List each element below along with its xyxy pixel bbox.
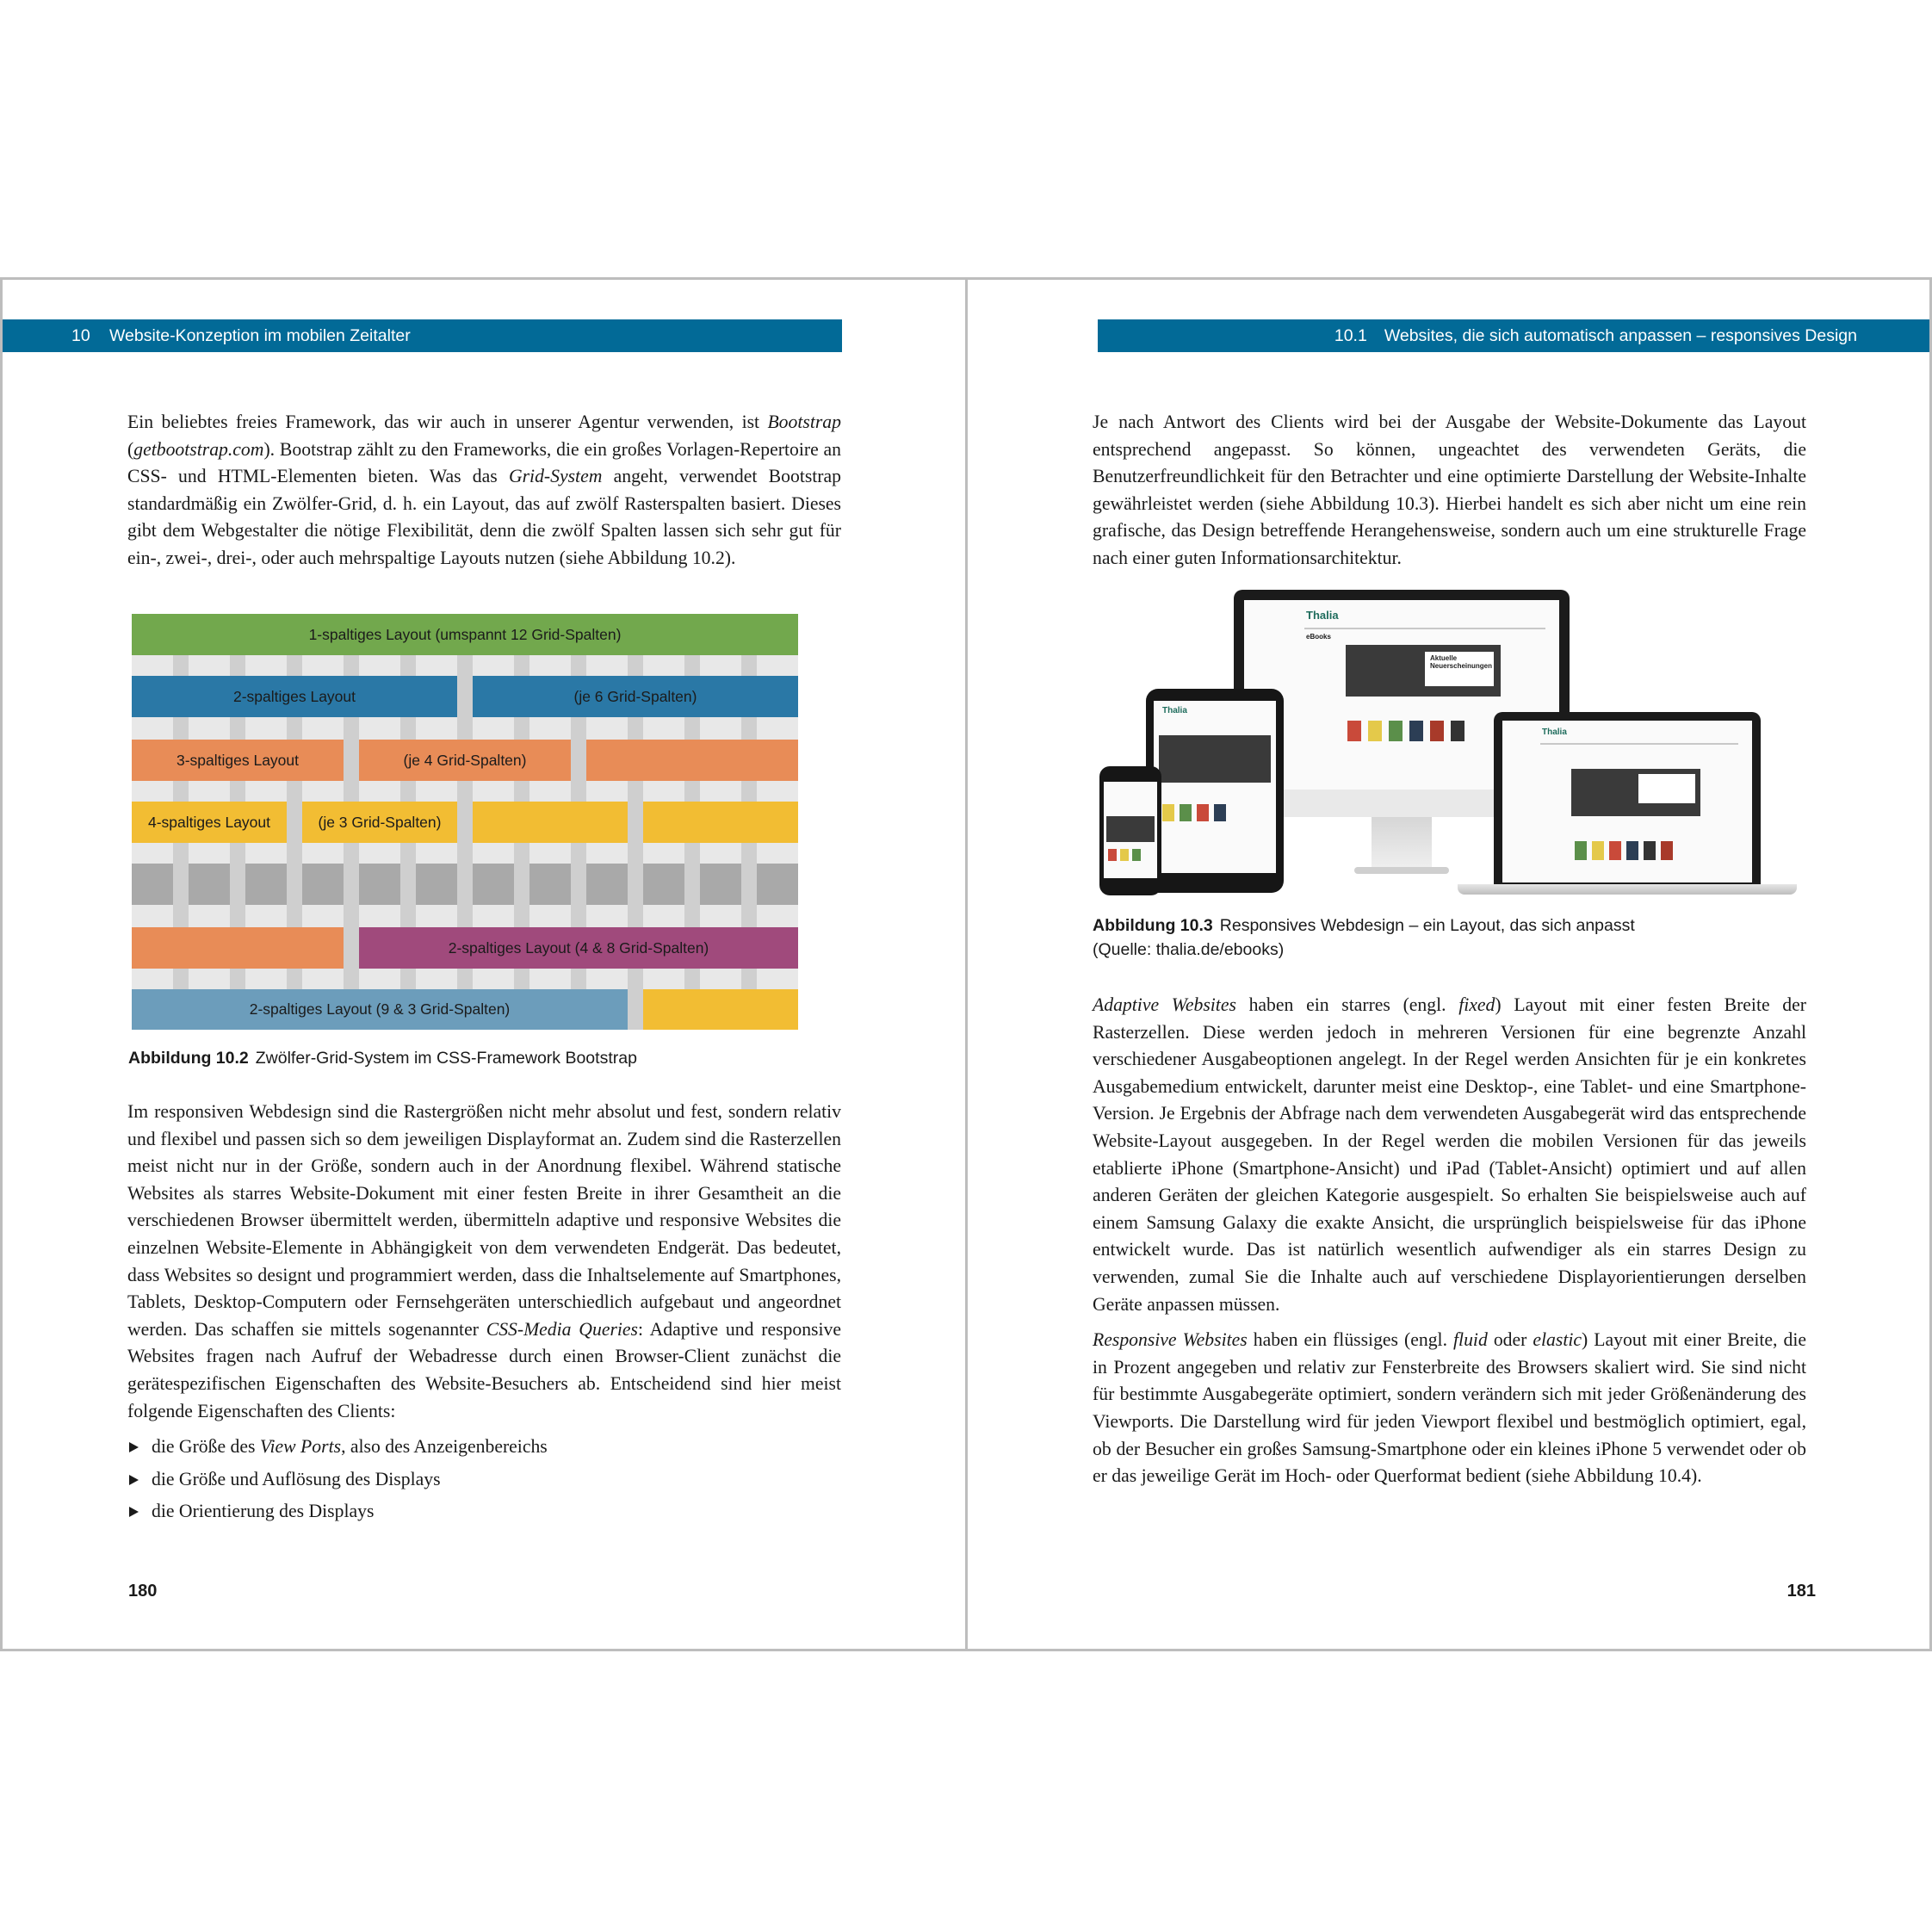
grid-system-figure xyxy=(132,614,798,1030)
screen-section-title: eBooks xyxy=(1306,633,1331,641)
figure-caption-text: Zwölfer-Grid-System im CSS-Framework Bootstrap xyxy=(255,1049,637,1068)
phone-screen xyxy=(1104,782,1157,878)
chapter-title: Website-Konzeption im mobilen Zeitalter xyxy=(109,326,411,345)
monitor-stand xyxy=(1372,817,1432,870)
smartphone-device xyxy=(1099,766,1161,895)
grid-layout-band xyxy=(643,802,798,843)
bullet-triangle-icon xyxy=(129,1442,139,1452)
section-title: Websites, die sich automatisch anpassen – responsives Design xyxy=(1384,326,1857,345)
body-paragraph-left: Im responsiven Webdesign sind die Rastergrößen nicht mehr absolut und fest, sondern relativ und flexibel und passen sich so dem jeweiligen Displayformat an. Zudem sind die Rasterzellen meist nicht nur in der Größe, sondern auch in der Anordnung flexibel. Während statische Websites als starres Website-Dokument mit einer festen Breite in ihrer Gesamtheit an die verschiedenen Browser übermittelt werden, übermitteln adaptive und responsive Websites die einzelnen Website-Elemente in Abhängigkeit von dem verwendeten Endgerät. Das bedeutet, dass Websites so designt und programmiert werden, dass die Inhaltselemente auf Smartphones, Tablets, Desktop-Computern oder Fernsehgeräten unterschiedlich aufgebaut und angeordnet werden. Das schaffen sie mittels sogenannter CSS-Media Queries: Adaptive und responsive Websites fragen nach Aufruf der Webadresse durch einen Browser-Client zunächst die gerätespezifischen Eigenschaften des Website-Besuchers ab. Entscheidend sind hier meist folgende Eigenschaften des Clients: xyxy=(127,1101,841,1421)
paragraph-responsive: Responsive Websites haben ein flüssiges (engl. fluid oder elastic) Layout mit einer Breite, die in Prozent angegeben und relativ zur Fensterbreite des Browsers skaliert wird. Sie sind nicht für bestimmte Ausgabegeräte optimiert, sondern verändern sich mit jeder Größenänderung des Viewports. Die Darstellung wird für jeden Viewport flexibel und bestmöglich optimiert, egal, ob der Besucher ein großes Samsung-Smartphone oder ein kleines iPhone 5 verwendet oder ob er das jeweilige Gerät im Hoch- oder Querformat bedient (siehe Abbildung 10.4). xyxy=(1093,1329,1807,1487)
hero-text: Aktuelle Neuerscheinungen xyxy=(1430,654,1493,670)
paragraph-adaptive: Adaptive Websites haben ein starres (engl. fixed) Layout mit einer festen Breite der Rasterzellen. Diese werden jedoch in mehreren Versionen für eine begrenzte Anzahl verschiedener Ausgabeoptionen angelegt. In der Regel werden Ansichten für je ein konkretes Ausgabemedium entwickelt, darunter meist eine Desktop-, eine Tablet- und eine Smartphone-Version. Je Ergebnis der Abfrage nach dem verwendeten Ausgabegerät wird das entsprechende Website-Layout ausgegeben. In der Regel werden die mobilen Versionen für das jeweils etablierte iPhone (Smartphone-Ansicht) und iPad (Tablet-Ansicht) optimiert und auf allen anderen Geräten der gleichen Kategorie ausgespielt. So erhalten Sie beispielsweise auch auf einem Samsung Galaxy die exakte Ansicht, die ursprünglich beispielsweise für das iPhone entwickelt wurde. Das ist natürlich wesentlich aufwendiger als ein starres Design zu verwenden, zumal Sie die Inhalte auch auf verschiedene Displayorientierungen derselben Geräte anpassen müssen. xyxy=(1093,994,1806,1315)
grid-column-cell xyxy=(529,864,571,905)
laptop-base xyxy=(1458,884,1797,895)
intro-text-right: Je nach Antwort des Clients wird bei der Ausgabe der Website-Dokumente das Layout entsprechend angepasst. So können, ungeachtet des verwendeten Geräts, die Benutzerfreundlichkeit für den Betrachter und eine optimierte Darstellung der Website-Inhalte gewährleistet werden (siehe Abbildung 10.3). Hierbei handelt es sich aber nicht um eine rein grafische, das Design betreffende Herangehensweise, sondern auch um eine strukturelle Frage nach einer guten Informationsarchitektur. xyxy=(1093,412,1806,568)
grid-layout-band: 2-spaltiges Layout xyxy=(132,676,457,717)
laptop-screen: Thalia xyxy=(1502,721,1752,882)
left-page xyxy=(0,277,968,1651)
bullet-triangle-icon xyxy=(129,1507,139,1517)
grid-layout-band: 3-spaltiges Layout xyxy=(132,740,344,781)
list-item: die Größe und Auflösung des Displays xyxy=(127,1466,841,1494)
figure-label: Abbildung 10.2 xyxy=(128,1049,249,1068)
intro-paragraph-right xyxy=(1093,409,1806,573)
page-number-right: 181 xyxy=(1786,1582,1816,1601)
tablet-screen: Thalia xyxy=(1154,701,1276,873)
grid-column-cell xyxy=(757,864,798,905)
grid-column-cell xyxy=(416,864,457,905)
body-text-right xyxy=(1093,992,1806,1490)
grid-column-cell xyxy=(359,864,400,905)
chapter-number: 10 xyxy=(71,326,90,345)
grid-layout-band: (je 3 Grid-Spalten) xyxy=(302,802,457,843)
responsive-devices-figure xyxy=(1096,590,1799,900)
section-number: 10.1 xyxy=(1334,326,1367,345)
intro-text-left: Ein beliebtes freies Framework, das wir auch in unserer Agentur verwenden, ist Bootstrap (getbootstrap.com). Bootstrap zählt zu den Frameworks, die ein großes Vorlagen-Repertoire an CSS- und HTML-Elementen bieten. Was das Grid-System angeht, verwendet Bootstrap standardmäßig ein Zwölfer-Grid, d. h. ein Layout, das auf zwölf Rasterspalten basiert. Dieses gibt dem Webgestalter die nötige Flexibilität, denn die zwölf Spalten lassen sich sehr gut für ein-, zwei-, drei-, oder auch mehrspaltige Layouts nutzen (siehe Abbildung 10.2). xyxy=(127,412,841,568)
bullet-triangle-icon xyxy=(129,1475,139,1485)
grid-layout-band xyxy=(473,802,628,843)
grid-column-cell xyxy=(643,864,684,905)
laptop-device xyxy=(1494,712,1761,884)
grid-column-cell xyxy=(586,864,628,905)
list-item: die Orientierung des Displays xyxy=(127,1498,841,1526)
body-text-left xyxy=(127,1099,841,1531)
grid-column-cell xyxy=(189,864,230,905)
running-header-left xyxy=(3,319,842,352)
grid-layout-band: 2-spaltiges Layout (4 & 8 Grid-Spalten) xyxy=(359,927,798,969)
grid-layout-band: (je 6 Grid-Spalten) xyxy=(473,676,798,717)
grid-column-cell xyxy=(245,864,287,905)
hero-banner xyxy=(1346,645,1501,697)
grid-layout-band xyxy=(643,989,798,1030)
running-header-right xyxy=(1098,319,1929,352)
grid-layout-band xyxy=(586,740,798,781)
grid-column-cell xyxy=(302,864,344,905)
figure-label: Abbildung 10.3 xyxy=(1093,916,1213,935)
figure-caption-text: Responsives Webdesign – ein Layout, das sich anpasst xyxy=(1219,916,1635,935)
grid-column-cell xyxy=(473,864,514,905)
figure-caption-10-3 xyxy=(1093,913,1635,962)
right-page xyxy=(965,277,1932,1651)
figure-caption-10-2 xyxy=(128,1046,637,1070)
tablet-device xyxy=(1146,689,1284,893)
thalia-logo: Thalia xyxy=(1306,609,1339,622)
figure-source: (Quelle: thalia.de/ebooks) xyxy=(1093,940,1285,959)
intro-paragraph-left xyxy=(127,409,841,573)
grid-layout-band: 2-spaltiges Layout (9 & 3 Grid-Spalten) xyxy=(132,989,628,1030)
page-number-left: 180 xyxy=(128,1582,158,1601)
grid-layout-band: 4-spaltiges Layout xyxy=(132,802,287,843)
list-item: die Größe des View Ports, also des Anzeigenbereichs xyxy=(127,1434,841,1461)
grid-layout-band xyxy=(132,927,344,969)
bullet-list xyxy=(127,1434,841,1526)
grid-column-cell xyxy=(132,864,173,905)
grid-column-cell xyxy=(700,864,741,905)
grid-layout-band: (je 4 Grid-Spalten) xyxy=(359,740,571,781)
grid-layout-band: 1-spaltiges Layout (umspannt 12 Grid-Spalten) xyxy=(132,614,798,655)
